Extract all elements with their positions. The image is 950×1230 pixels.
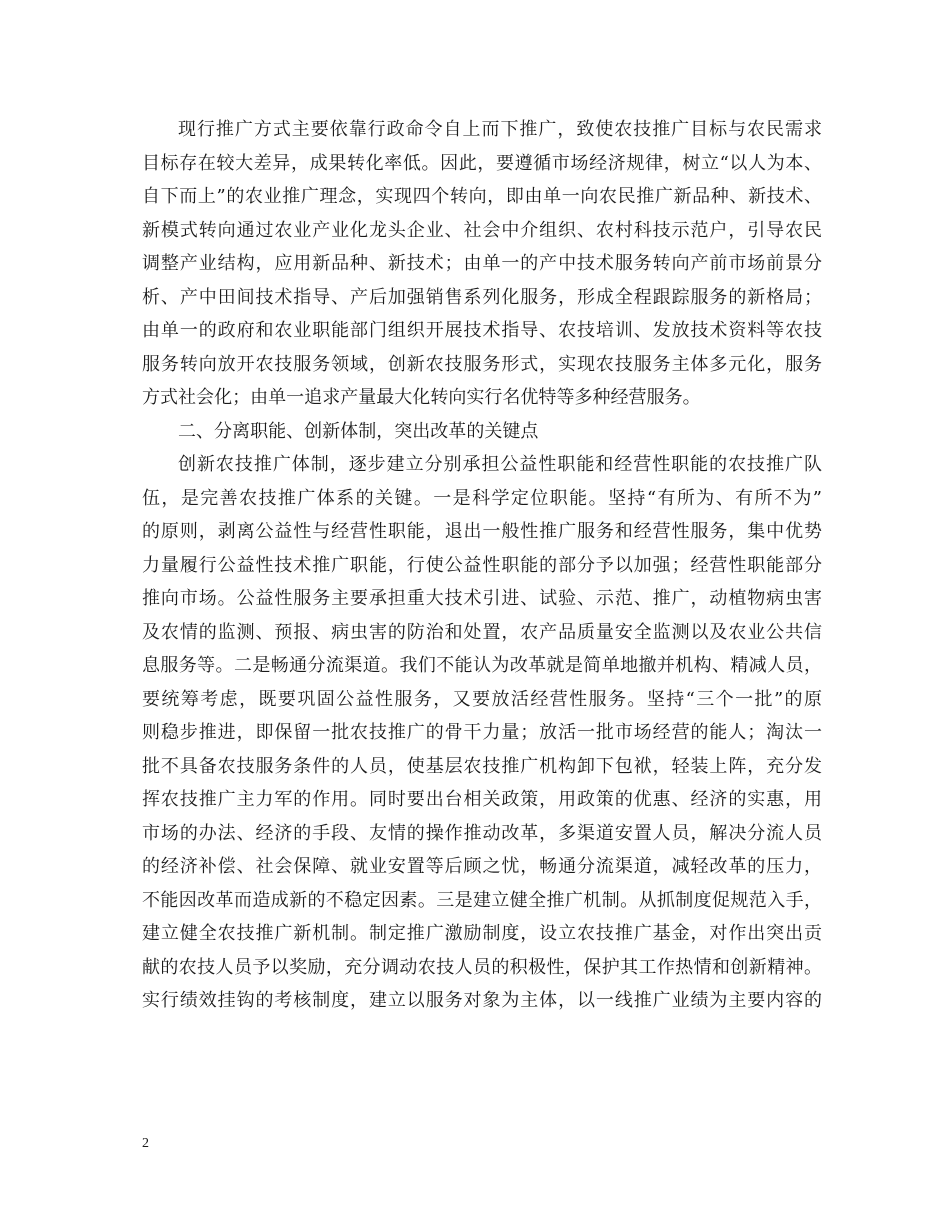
text-line: 创新农技推广体制，逐步建立分别承担公益性职能和经营性职能的农技推广队: [178, 454, 822, 475]
section-heading: 二、分离职能、创新体制，突出改革的关键点: [178, 420, 539, 442]
text-line: 及农情的监测、预报、病虫害的防治和处置，农产品质量安全监测以及农业公共信: [142, 621, 822, 643]
text-line: 的经济补偿、社会保障、就业安置等后顾之忧，畅通分流渠道，减轻改革的压力，: [142, 856, 822, 877]
page-number: 2: [142, 1136, 149, 1151]
text-line: 伍，是完善农技推广体系的关键。一是科学定位职能。坚持“有所为、有所不为”: [142, 487, 822, 509]
paragraph-2: [142, 448, 822, 1018]
text-line: 推向市场。公益性服务主要承担重大技术引进、试验、示范、推广，动植物病虫害: [142, 588, 822, 609]
text-line: 现行推广方式主要依靠行政命令自上而下推广，致使农技推广目标与农民需求: [178, 119, 822, 140]
text-line: 调整产业结构，应用新品种、新技术；由单一的产中技术服务转向产前市场前景分: [142, 253, 822, 274]
text-line: 挥农技推广主力军的作用。同时要出台相关政策，用政策的优惠、经济的实惠，用: [142, 789, 822, 810]
text-line: 的原则，剥离公益性与经营性职能，退出一般性推广服务和经营性服务，集中优势: [142, 521, 822, 542]
text-line: 自下而上”的农业推广理念，实现四个转向，即由单一向农民推广新品种、新技术、: [142, 186, 822, 207]
document-body: [142, 113, 822, 1018]
text-line: 方式社会化；由单一追求产量最大化转向实行名优特等多种经营服务。: [142, 387, 701, 408]
text-line: 建立健全农技推广新机制。制定推广激励制度，设立农技推广基金，对作出突出贡: [142, 923, 822, 944]
text-line: 要统筹考虑，既要巩固公益性服务，又要放活经营性服务。坚持“三个一批”的原: [142, 688, 822, 710]
text-line: 服务转向放开农技服务领域，创新农技服务形式，实现农技服务主体多元化，服务: [142, 353, 822, 375]
text-line: 市场的办法、经济的手段、友情的操作推动改革，多渠道安置人员，解决分流人员: [142, 822, 822, 844]
text-line: 目标存在较大差异，成果转化率低。因此，要遵循市场经济规律，树立“以人为本、: [142, 152, 822, 174]
paragraph-1: [142, 113, 822, 415]
text-line: 由单一的政府和农业职能部门组织开展技术指导、农技培训、发放技术资料等农技: [142, 320, 822, 341]
text-line: 不能因改革而造成新的不稳定因素。三是建立健全推广机制。从抓制度促规范入手，: [142, 889, 822, 911]
text-line: 批不具备农技服务条件的人员，使基层农技推广机构卸下包袱，轻装上阵，充分发: [142, 755, 822, 777]
text-line: 实行绩效挂钩的考核制度，建立以服务对象为主体，以一线推广业绩为主要内容的: [142, 990, 822, 1011]
text-line: 力量履行公益性技术推广职能，行使公益性职能的部分予以加强；经营性职能部分: [142, 554, 822, 576]
text-line: 析、产中田间技术指导、产后加强销售系列化服务，形成全程跟踪服务的新格局；: [142, 286, 822, 308]
text-line: 新模式转向通过农业产业化龙头企业、社会中介组织、农村科技示范户，引导农民: [142, 219, 822, 241]
text-line: 息服务等。二是畅通分流渠道。我们不能认为改革就是简单地撤并机构、精减人员，: [142, 655, 822, 676]
text-line: 则稳步推进，即保留一批农技推广的骨干力量；放活一批市场经营的能人；淘汰一: [142, 722, 822, 743]
text-line: 献的农技人员予以奖励，充分调动农技人员的积极性，保护其工作热情和创新精神。: [142, 956, 822, 978]
